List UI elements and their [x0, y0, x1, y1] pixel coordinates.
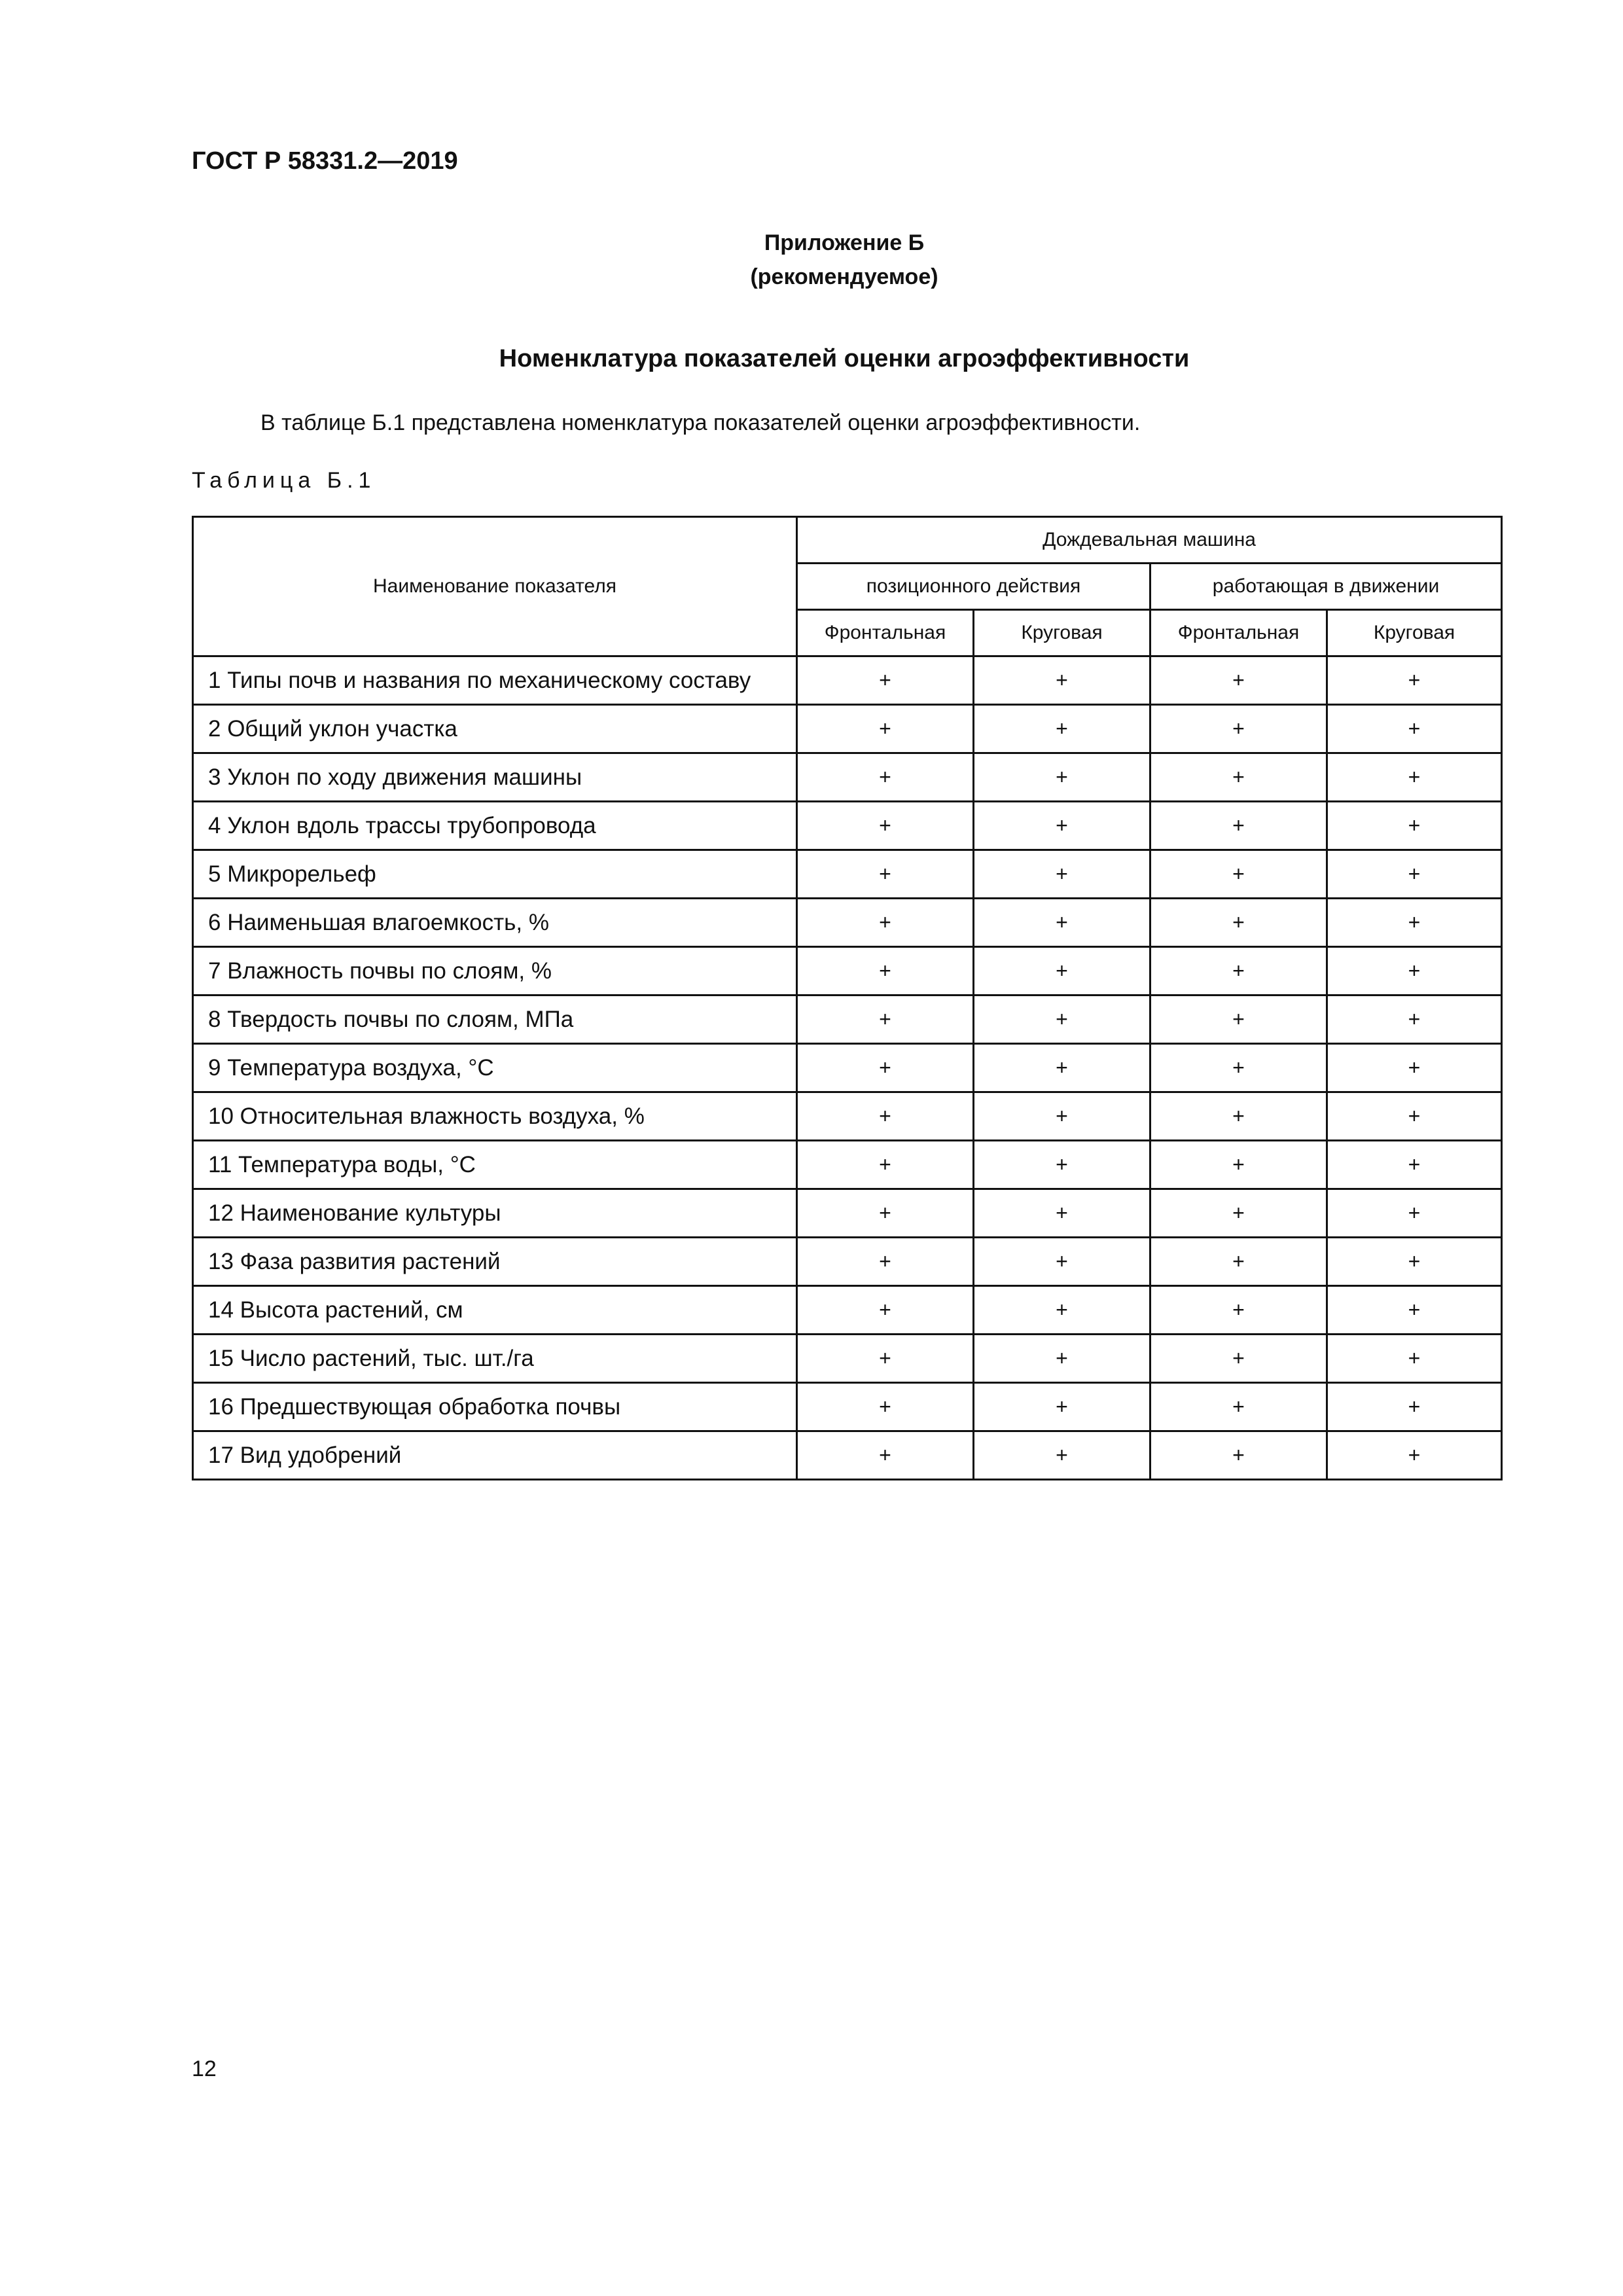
- applicability-mark: +: [797, 1431, 974, 1480]
- applicability-mark: +: [1150, 753, 1327, 802]
- applicability-mark: +: [974, 802, 1150, 850]
- appendix-title: Приложение Б: [764, 230, 925, 255]
- applicability-mark: +: [974, 1335, 1150, 1383]
- indicator-name: 11 Температура воды, °С: [193, 1141, 797, 1189]
- applicability-mark: +: [974, 996, 1150, 1044]
- applicability-mark: +: [797, 1383, 974, 1431]
- applicability-mark: +: [1150, 1335, 1327, 1383]
- applicability-mark: +: [797, 1286, 974, 1335]
- applicability-mark: +: [1150, 1141, 1327, 1189]
- subgroup-header: работающая в движении: [1150, 564, 1502, 610]
- applicability-mark: +: [1327, 1092, 1502, 1141]
- applicability-mark: +: [1327, 1141, 1502, 1189]
- table-row: [193, 947, 1502, 996]
- applicability-mark: +: [1150, 656, 1327, 705]
- applicability-mark: +: [1150, 1092, 1327, 1141]
- applicability-mark: +: [1327, 996, 1502, 1044]
- table-label: Таблица Б.1: [192, 468, 376, 493]
- applicability-mark: +: [1150, 996, 1327, 1044]
- applicability-mark: +: [797, 996, 974, 1044]
- appendix-status: (рекомендуемое): [750, 264, 938, 289]
- indicator-name: 3 Уклон по ходу движения машины: [193, 753, 797, 802]
- indicator-name: 13 Фаза развития растений: [193, 1238, 797, 1286]
- indicator-name: 2 Общий уклон участка: [193, 705, 797, 753]
- appendix-heading: [0, 226, 1623, 294]
- applicability-mark: +: [797, 1141, 974, 1189]
- document-code: ГОСТ Р 58331.2—2019: [192, 147, 458, 175]
- applicability-mark: +: [974, 1286, 1150, 1335]
- applicability-mark: +: [797, 1092, 974, 1141]
- applicability-mark: +: [1327, 899, 1502, 947]
- table-row: [193, 1238, 1502, 1286]
- table-row: [193, 1092, 1502, 1141]
- applicability-mark: +: [1327, 1238, 1502, 1286]
- indicator-name: 17 Вид удобрений: [193, 1431, 797, 1480]
- name-column-header: Наименование показателя: [193, 517, 797, 656]
- applicability-mark: +: [974, 947, 1150, 996]
- applicability-mark: +: [1327, 947, 1502, 996]
- applicability-mark: +: [1327, 1286, 1502, 1335]
- applicability-mark: +: [797, 753, 974, 802]
- subgroup-header: позиционного действия: [797, 564, 1150, 610]
- applicability-mark: +: [1150, 802, 1327, 850]
- applicability-mark: +: [1150, 1431, 1327, 1480]
- applicability-mark: +: [974, 1383, 1150, 1431]
- applicability-mark: +: [1327, 1431, 1502, 1480]
- column-header: Фронтальная: [1150, 610, 1327, 656]
- applicability-mark: +: [797, 1335, 974, 1383]
- table-row: [193, 1189, 1502, 1238]
- applicability-mark: +: [1327, 802, 1502, 850]
- applicability-mark: +: [1150, 705, 1327, 753]
- applicability-mark: +: [797, 656, 974, 705]
- indicator-name: 10 Относительная влажность воздуха, %: [193, 1092, 797, 1141]
- applicability-mark: +: [974, 1431, 1150, 1480]
- applicability-mark: +: [1150, 1044, 1327, 1092]
- applicability-mark: +: [974, 1044, 1150, 1092]
- column-header: Круговая: [1327, 610, 1502, 656]
- applicability-mark: +: [974, 705, 1150, 753]
- applicability-mark: +: [1150, 1189, 1327, 1238]
- table-row: [193, 1335, 1502, 1383]
- applicability-mark: +: [974, 850, 1150, 899]
- applicability-mark: +: [1150, 850, 1327, 899]
- applicability-mark: +: [1150, 899, 1327, 947]
- group-header: Дождевальная машина: [797, 517, 1502, 564]
- applicability-mark: +: [1150, 1383, 1327, 1431]
- applicability-mark: +: [974, 1238, 1150, 1286]
- applicability-mark: +: [797, 1189, 974, 1238]
- table-row: [193, 1383, 1502, 1431]
- applicability-mark: +: [797, 899, 974, 947]
- intro-paragraph: В таблице Б.1 представлена номенклатура показателей оценки агроэффективности.: [260, 410, 1141, 435]
- applicability-mark: +: [974, 656, 1150, 705]
- table-row: [193, 1286, 1502, 1335]
- indicator-name: 7 Влажность почвы по слоям, %: [193, 947, 797, 996]
- applicability-mark: +: [1327, 656, 1502, 705]
- indicator-name: 12 Наименование культуры: [193, 1189, 797, 1238]
- applicability-mark: +: [974, 753, 1150, 802]
- table-body: [193, 656, 1502, 1480]
- page-number: 12: [192, 2056, 217, 2081]
- applicability-mark: +: [1150, 947, 1327, 996]
- indicator-name: 4 Уклон вдоль трассы трубопровода: [193, 802, 797, 850]
- table-row: [193, 656, 1502, 705]
- applicability-mark: +: [974, 899, 1150, 947]
- indicator-name: 15 Число растений, тыс. шт./га: [193, 1335, 797, 1383]
- table-row: [193, 753, 1502, 802]
- applicability-mark: +: [797, 850, 974, 899]
- indicator-name: 1 Типы почв и названия по механическому составу: [193, 656, 797, 705]
- table-row: [193, 899, 1502, 947]
- indicator-name: 14 Высота растений, см: [193, 1286, 797, 1335]
- table-row: [193, 705, 1502, 753]
- table-row: [193, 1044, 1502, 1092]
- applicability-mark: +: [797, 705, 974, 753]
- applicability-mark: +: [797, 1238, 974, 1286]
- applicability-mark: +: [1327, 850, 1502, 899]
- column-header: Круговая: [974, 610, 1150, 656]
- applicability-mark: +: [1327, 1044, 1502, 1092]
- applicability-mark: +: [797, 947, 974, 996]
- applicability-mark: +: [1327, 705, 1502, 753]
- indicator-name: 16 Предшествующая обработка почвы: [193, 1383, 797, 1431]
- applicability-mark: +: [797, 802, 974, 850]
- indicator-name: 6 Наименьшая влагоемкость, %: [193, 899, 797, 947]
- column-header: Фронтальная: [797, 610, 974, 656]
- indicators-table: [192, 516, 1503, 1480]
- applicability-mark: +: [1327, 1189, 1502, 1238]
- applicability-mark: +: [797, 1044, 974, 1092]
- indicator-name: 9 Температура воздуха, °С: [193, 1044, 797, 1092]
- section-title: Номенклатура показателей оценки агроэффективности: [499, 345, 1190, 372]
- applicability-mark: +: [1327, 1335, 1502, 1383]
- table-row: [193, 996, 1502, 1044]
- table-row: [193, 1431, 1502, 1480]
- table-row: [193, 850, 1502, 899]
- applicability-mark: +: [1327, 1383, 1502, 1431]
- applicability-mark: +: [1327, 753, 1502, 802]
- indicator-name: 8 Твердость почвы по слоям, МПа: [193, 996, 797, 1044]
- applicability-mark: +: [974, 1189, 1150, 1238]
- table-row: [193, 802, 1502, 850]
- applicability-mark: +: [974, 1141, 1150, 1189]
- applicability-mark: +: [1150, 1286, 1327, 1335]
- applicability-mark: +: [974, 1092, 1150, 1141]
- table-row: [193, 1141, 1502, 1189]
- indicator-name: 5 Микрорельеф: [193, 850, 797, 899]
- applicability-mark: +: [1150, 1238, 1327, 1286]
